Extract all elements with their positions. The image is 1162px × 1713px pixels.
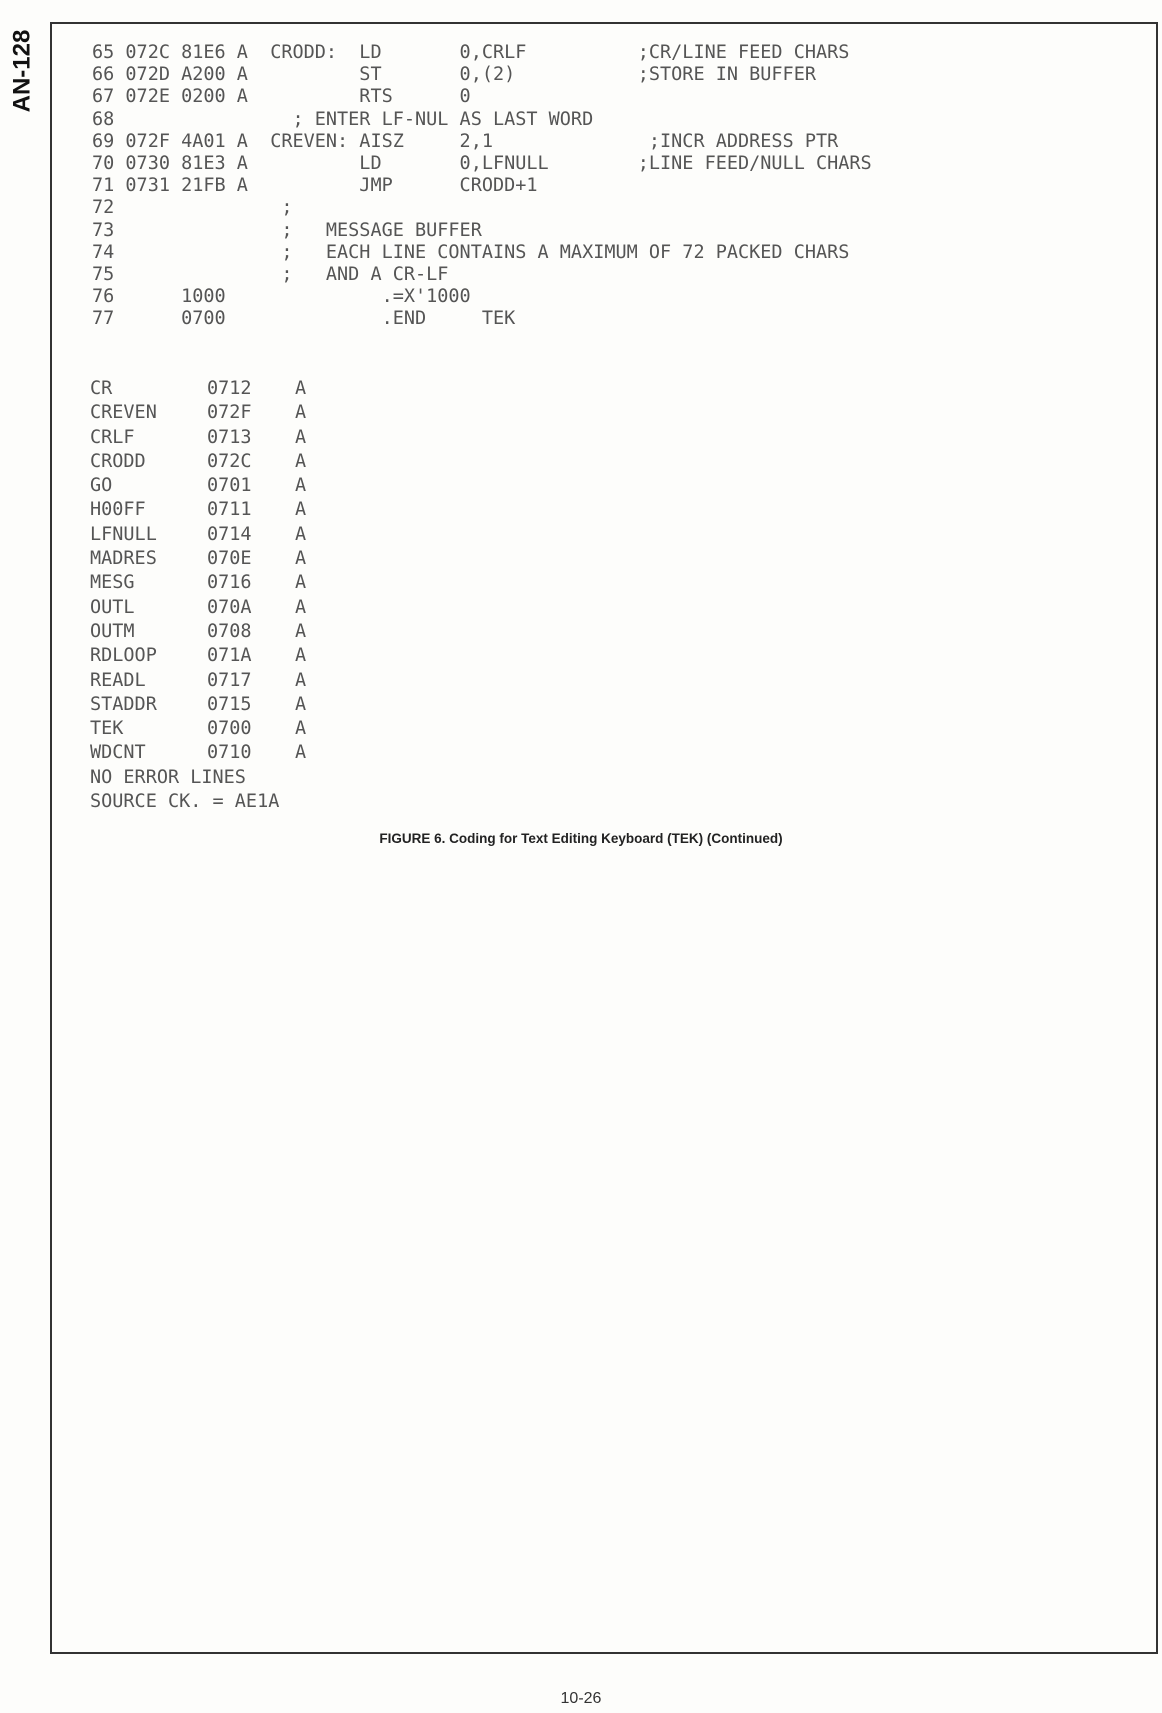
symbol-address: 0712 [207,378,252,399]
symbol-row [90,644,320,668]
symbol-address: 0713 [207,426,252,448]
symbol-address: 0715 [207,693,252,715]
symbol-type: A [295,450,307,472]
symbol-address: 0708 [207,620,252,642]
symbol-row [90,669,320,693]
listing-line: 74 ; EACH LINE CONTAINS A MAXIMUM OF 72 PACKED CHARS [92,241,850,263]
document-id-label [4,16,40,126]
listing-line: 75 ; AND A CR-LF [92,264,449,285]
symbol-type: A [295,645,307,667]
symbol-name: CRODD [90,450,146,472]
symbol-type: A [295,620,307,642]
symbol-type: A [295,426,307,448]
symbol-row [90,523,320,547]
symbol-type: A [295,523,307,545]
symbol-type: A [295,742,307,764]
listing-line: 66 072D A200 A ST 0,(2) ;STORE IN BUFFER [92,64,816,86]
symbol-row [90,377,320,401]
page-number: 10-26 [560,1690,602,1707]
symbol-name: TEK [90,718,124,740]
error-summary: NO ERROR LINES [90,766,246,788]
symbol-address: 0716 [207,572,252,594]
symbol-address: 0710 [207,742,252,764]
symbol-address: 070E [207,548,252,570]
symbol-type: A [295,548,307,570]
symbol-table-block [90,377,320,815]
listing-line: 71 0731 21FB A JMP CRODD+1 [92,175,538,197]
symbol-type: A [295,402,307,424]
listing-line: 77 0700 .END TEK [92,308,516,330]
symbol-type: A [295,572,307,594]
symbol-name: LFNULL [90,523,157,545]
symbol-name: CRLF [90,426,135,448]
source-checksum: SOURCE CK. = AE1A [90,791,280,813]
symbol-type: A [295,596,307,618]
listing-line: 65 072C 81E6 A CRODD: LD 0,CRLF ;CR/LINE FEED CHARS [92,42,850,63]
symbol-address: 071A [207,645,252,667]
symbol-type: A [295,475,307,497]
listing-line: 70 0730 81E3 A LD 0,LFNULL ;LINE FEED/NULL CHARS [92,153,872,174]
symbol-row [90,620,320,644]
symbol-name: MESG [90,572,135,594]
symbol-row [90,498,320,522]
symbol-name: OUTL [90,596,135,618]
symbol-name: RDLOOP [90,645,157,667]
symbol-row [90,596,320,620]
document-id-text: AN-128 [8,29,36,113]
symbol-address: 072C [207,450,252,472]
symbol-row [90,401,320,425]
symbol-row [90,474,320,498]
symbol-name: MADRES [90,548,157,570]
symbol-address: 0711 [207,499,252,521]
symbol-type: A [295,378,307,399]
symbol-row [90,717,320,741]
symbol-name: STADDR [90,693,157,715]
symbol-type: A [295,693,307,715]
symbol-name: WDCNT [90,742,146,764]
listing-line: 76 1000 .=X'1000 [92,286,471,308]
symbol-type: A [295,718,307,740]
listing-line: 73 ; MESSAGE BUFFER [92,219,482,241]
symbol-row [90,693,320,717]
symbol-address: 0700 [207,718,252,740]
symbol-row [90,426,320,450]
symbol-name: CR [90,378,113,399]
symbol-name: READL [90,669,146,691]
listing-line: 69 072F 4A01 A CREVEN: AISZ 2,1 ;INCR ADDRESS PTR [92,130,839,152]
symbol-table [90,377,320,766]
symbol-row [90,547,320,571]
symbol-address: 070A [207,596,252,618]
symbol-address: 0717 [207,669,252,691]
symbol-row [90,571,320,595]
symbol-address: 072F [207,402,252,424]
symbol-type: A [295,669,307,691]
listing-line: 68 ; ENTER LF-NUL AS LAST WORD [92,108,594,130]
symbol-name: H00FF [90,499,146,521]
symbol-name: OUTM [90,620,135,642]
symbol-address: 0714 [207,523,252,545]
listing-line: 67 072E 0200 A RTS 0 [92,86,471,108]
symbol-address: 0701 [207,475,252,497]
symbol-name: GO [90,475,113,497]
symbol-type: A [295,499,307,521]
figure-caption: FIGURE 6. Coding for Text Editing Keyboard (TEK) (Continued) [379,831,783,846]
symbol-row [90,450,320,474]
symbol-name: CREVEN [90,402,157,424]
symbol-row [90,741,320,765]
listing-line: 72 ; [92,197,293,219]
